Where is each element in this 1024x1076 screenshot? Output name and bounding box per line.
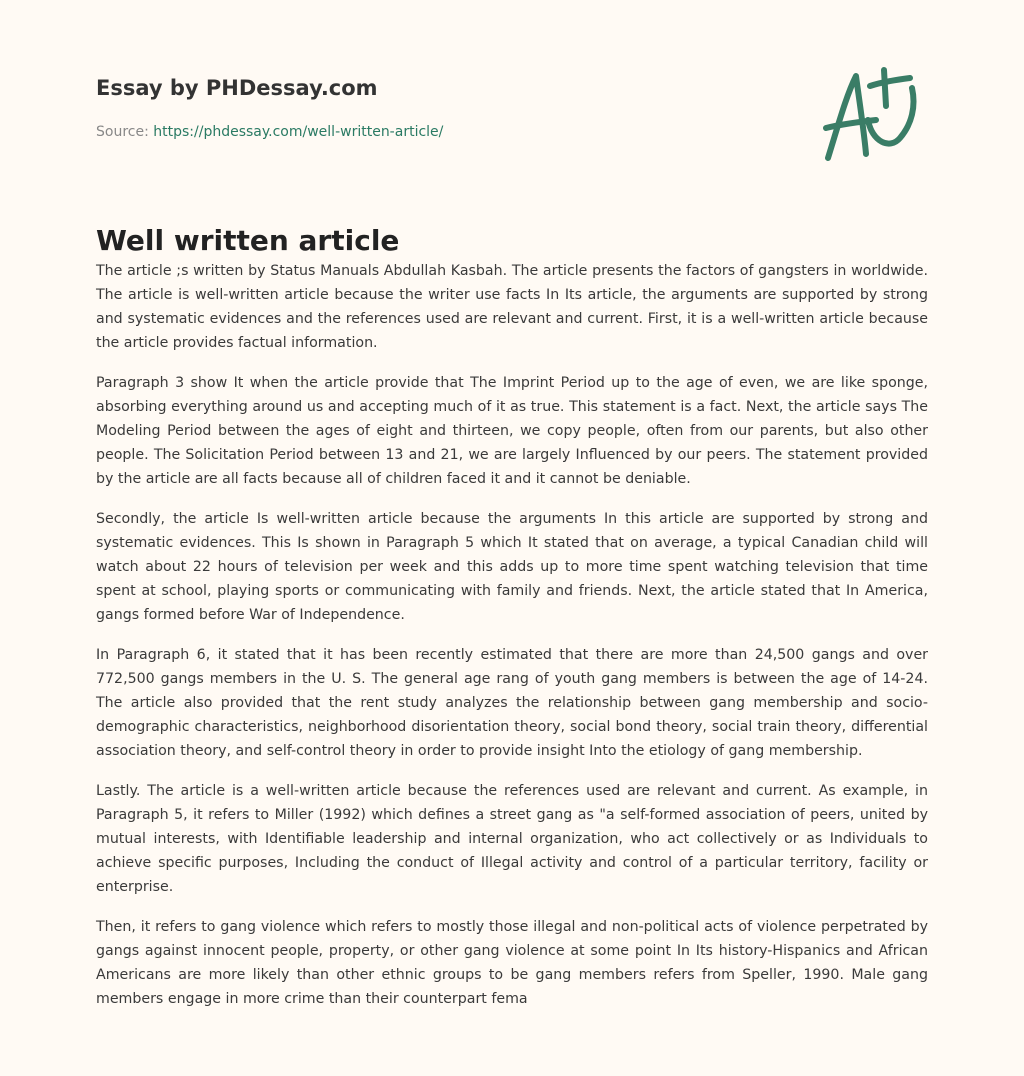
site-title: Essay by PHDessay.com bbox=[96, 76, 378, 100]
source-link[interactable]: https://phdessay.com/well-written-article/ bbox=[153, 124, 444, 140]
source-label: Source: bbox=[96, 124, 149, 140]
article-title: Well written article bbox=[96, 224, 400, 257]
a-plus-logo-icon bbox=[820, 66, 930, 166]
paragraph: Lastly. The article is a well-written article because the references used are relevant and current. As example, in Paragraph 5, it refers to Miller (1992) which defines a street gang as "a self-formed association of peers, united by mutual interests, with Identifiable leadership and internal organization, who act collectively or as Individuals to achieve specific purposes, Including the conduct of Illegal activity and control of a particular territory, facility or enterprise. bbox=[96, 783, 928, 895]
paragraph: Then, it refers to gang violence which refers to mostly those illegal and non-political acts of violence perpetrated by gangs against innocent people, property, or other gang violence at some point In Its history-Hispanics and African Americans are more likely than other ethnic groups to be gang members refers from Speller, 1990. Male gang members engage in more crime than their counterpart fema bbox=[96, 919, 928, 1007]
paragraph: In Paragraph 6, it stated that it has been recently estimated that there are more than 24,500 gangs and over 772,500 gangs members in the U. S. The general age rang of youth gang members is between the age of 14-24. The article also provided that the rent study analyzes the relationship between gang membership and socio-demographic characteristics, neighborhood disorientation theory, social bond theory, social train theory, differential association theory, and self-control theory in order to provide insight Into the etiology of gang membership. bbox=[96, 647, 928, 759]
source-line bbox=[96, 124, 443, 140]
paragraph: The article ;s written by Status Manuals Abdullah Kasbah. The article presents the factors of gangsters in worldwide. The article is well-written article because the writer use facts In Its article, the arguments are supported by strong and systematic evidences and the references used are relevant and current. First, it is a well-written article because the article provides factual information. bbox=[96, 263, 928, 351]
paragraph: Paragraph 3 show It when the article provide that The Imprint Period up to the age of even, we are like sponge, absorbing everything around us and accepting much of it as true. This statement is a fact. Next, the article says The Modeling Period between the ages of eight and thirteen, we copy people, often from our parents, but also other people. The Solicitation Period between 13 and 21, we are largely Influenced by our peers. The statement provided by the article are all facts because all of children faced it and it cannot be deniable. bbox=[96, 375, 928, 487]
paragraph: Secondly, the article Is well-written article because the arguments In this article are supported by strong and systematic evidences. This Is shown in Paragraph 5 which It stated that on average, a typical Canadian child will watch about 22 hours of television per week and this adds up to more time spent watching television that time spent at school, playing sports or communicating with family and friends. Next, the article stated that In America, gangs formed before War of Independence. bbox=[96, 511, 928, 623]
article-body bbox=[96, 259, 928, 1027]
